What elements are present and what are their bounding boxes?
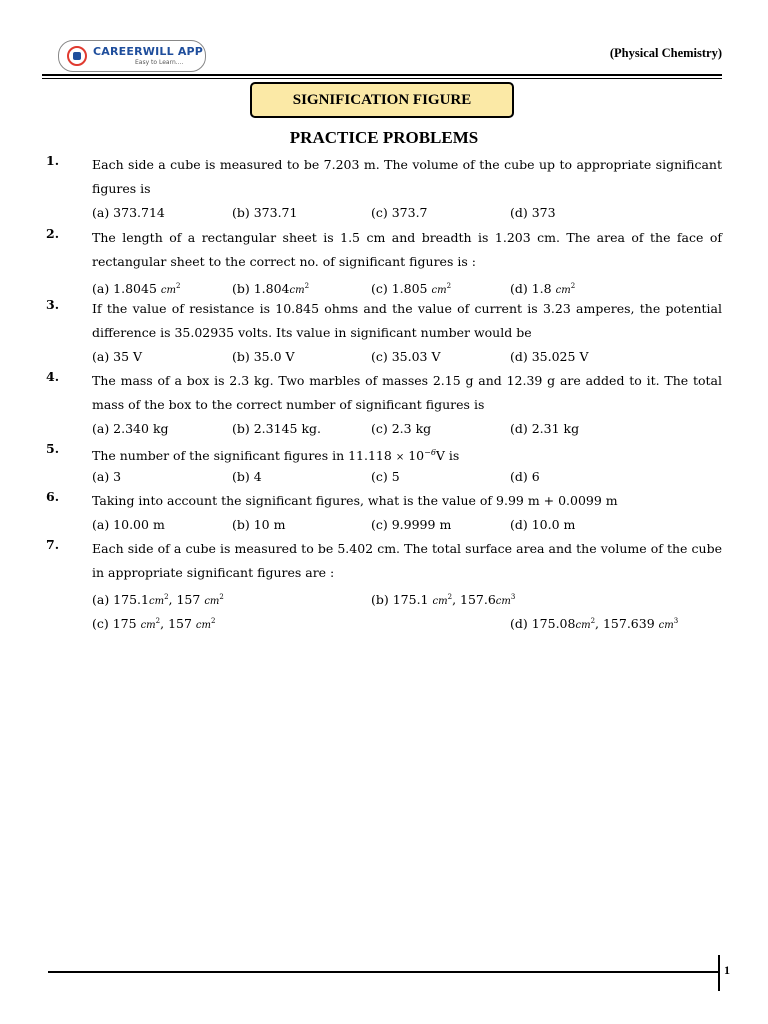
unit-text: cm (432, 596, 448, 607)
footer-tick (718, 955, 720, 991)
unit (289, 282, 310, 296)
unit-exponent: 2 (219, 593, 224, 601)
page-number: 1 (724, 963, 730, 977)
section-title: PRACTICE PROBLEMS (289, 128, 479, 147)
unit (140, 617, 161, 631)
unit-exponent: 2 (164, 593, 169, 601)
question-number: 6. (46, 489, 60, 504)
option-c-value: (c) 175 (92, 616, 141, 631)
unit-text: cm (495, 596, 511, 607)
question-number: 5. (46, 441, 60, 456)
option-a: (a) 2.340 kg (92, 421, 169, 436)
unit-text: cm (160, 285, 176, 296)
unit-text: cm (140, 620, 156, 631)
option-b: (b) 2.3145 kg. (232, 421, 321, 436)
power-exponent: −6 (424, 448, 436, 457)
question-text: The mass of a box is 2.3 kg. Two marbles of masses 2.15 g and 12.39 g are added to it. The total mass of the box to the correct number of significant figures is (92, 373, 722, 412)
unit-text: cm (431, 285, 447, 296)
options (92, 274, 722, 298)
option-a: (a) 35 V (92, 349, 143, 364)
unit (204, 593, 224, 607)
unit (658, 617, 679, 631)
option-c (92, 609, 215, 638)
question-number: 2. (46, 226, 60, 241)
option-c: (c) 5 (371, 469, 400, 484)
option-c: (c) 373.7 (371, 205, 428, 220)
question-number: 7. (46, 537, 60, 552)
options (92, 513, 722, 537)
options (92, 201, 722, 225)
question-number: 4. (46, 369, 60, 384)
option-d-value: (d) 1.8 (510, 281, 552, 296)
unit (495, 593, 516, 607)
option-b: (b) 373.71 (232, 205, 298, 220)
unit-text: cm (195, 620, 211, 631)
question-text-part: The number of the significant figures in 11.118 (92, 448, 396, 464)
option-b-value: (b) 1.804 (232, 281, 290, 296)
unit-text: cm (148, 596, 165, 607)
unit-text: cm (555, 285, 571, 296)
unit-exponent: 2 (447, 593, 453, 601)
unit (432, 593, 453, 607)
option-a-value-2: , 157 (168, 592, 205, 607)
option-d: (d) 2.31 kg (510, 421, 580, 436)
unit-text: cm (575, 620, 591, 631)
option-c: (c) 9.9999 m (371, 517, 452, 532)
power-base: 10 (404, 448, 425, 464)
unit (195, 617, 216, 631)
unit-exponent: 2 (446, 282, 452, 290)
question-text: Each side of a cube is measured to be 5.402 cm. The total surface area and the volume of the cube in appropriate significant figures are : (92, 541, 722, 580)
unit-exponent: 2 (155, 617, 161, 625)
option-a-value: (a) 175.1 (92, 592, 149, 607)
question-number: 3. (46, 297, 60, 312)
options (92, 345, 722, 369)
question-text: Taking into account the significant figures, what is the value of 9.99 m + 0.0099 m (92, 493, 618, 508)
option-d-value: (d) 175.08 (510, 616, 576, 631)
question-text: If the value of resistance is 10.845 ohms and the value of current is 3.23 amperes, the potential difference is 35.02935 volts. Its value in significant number would be (92, 301, 722, 340)
options (92, 609, 722, 633)
subject-label: (Physical Chemistry) (609, 46, 722, 60)
option-d: (d) 373 (510, 205, 556, 220)
option-a: (a) 373.714 (92, 205, 165, 220)
times-sign: × (395, 452, 405, 464)
page-header (48, 38, 722, 72)
option-d-value-2: , 157.639 (595, 616, 659, 631)
unit-exponent: 2 (211, 617, 216, 625)
unit-exponent: 2 (176, 282, 181, 290)
unit-exponent: 3 (673, 617, 679, 625)
option-b-value-2: , 157.6 (452, 592, 496, 607)
unit (148, 593, 169, 607)
option-c-value: (c) 1.805 (371, 281, 428, 296)
question-text: The length of a rectangular sheet is 1.5 cm and breadth is 1.203 cm. The area of the face of rectangular sheet to the correct no. of significant figures is : (92, 230, 722, 269)
unit-text: cm (289, 285, 305, 296)
option-a-value: (a) 1.8045 (92, 281, 157, 296)
footer-rule (48, 971, 720, 973)
question-text: Each side a cube is measured to be 7.203 m. The volume of the cube up to appropriate significant figures is (92, 157, 722, 196)
unit-exponent: 2 (570, 282, 576, 290)
unit (431, 282, 452, 296)
option-a: (a) 10.00 m (92, 517, 165, 532)
option-d: (d) 10.0 m (510, 517, 576, 532)
option-d: (d) 6 (510, 469, 540, 484)
logo-name: CAREERWILL APP (93, 45, 204, 58)
options (92, 465, 722, 489)
option-d (510, 609, 678, 638)
option-c: (c) 2.3 kg (371, 421, 432, 436)
unit-text: cm (204, 596, 220, 607)
option-b: (b) 35.0 V (232, 349, 295, 364)
unit-text: cm (658, 620, 674, 631)
unit (575, 617, 596, 631)
careerwill-logo-icon (67, 46, 87, 66)
option-d: (d) 35.025 V (510, 349, 589, 364)
options (92, 417, 722, 441)
logo-tagline: Easy to Learn.... (135, 59, 184, 66)
header-rule-thick (42, 74, 722, 76)
unit-exponent: 2 (590, 617, 596, 625)
unit (555, 282, 576, 296)
option-b: (b) 4 (232, 469, 262, 484)
option-b-value: (b) 175.1 (371, 592, 433, 607)
unit (160, 282, 181, 296)
options (92, 585, 722, 609)
option-c-value-2: , 157 (160, 616, 196, 631)
unit-exponent: 2 (304, 282, 310, 290)
option-b: (b) 10 m (232, 517, 286, 532)
question-text-part: V is (435, 448, 460, 464)
question-number: 1. (46, 153, 60, 168)
option-a: (a) 3 (92, 469, 122, 484)
header-rule-thin (42, 78, 722, 79)
careerwill-logo (58, 40, 206, 72)
unit-exponent: 3 (510, 593, 516, 601)
chapter-title: SIGNIFICATION FIGURE (250, 82, 514, 118)
option-c: (c) 35.03 V (371, 349, 441, 364)
